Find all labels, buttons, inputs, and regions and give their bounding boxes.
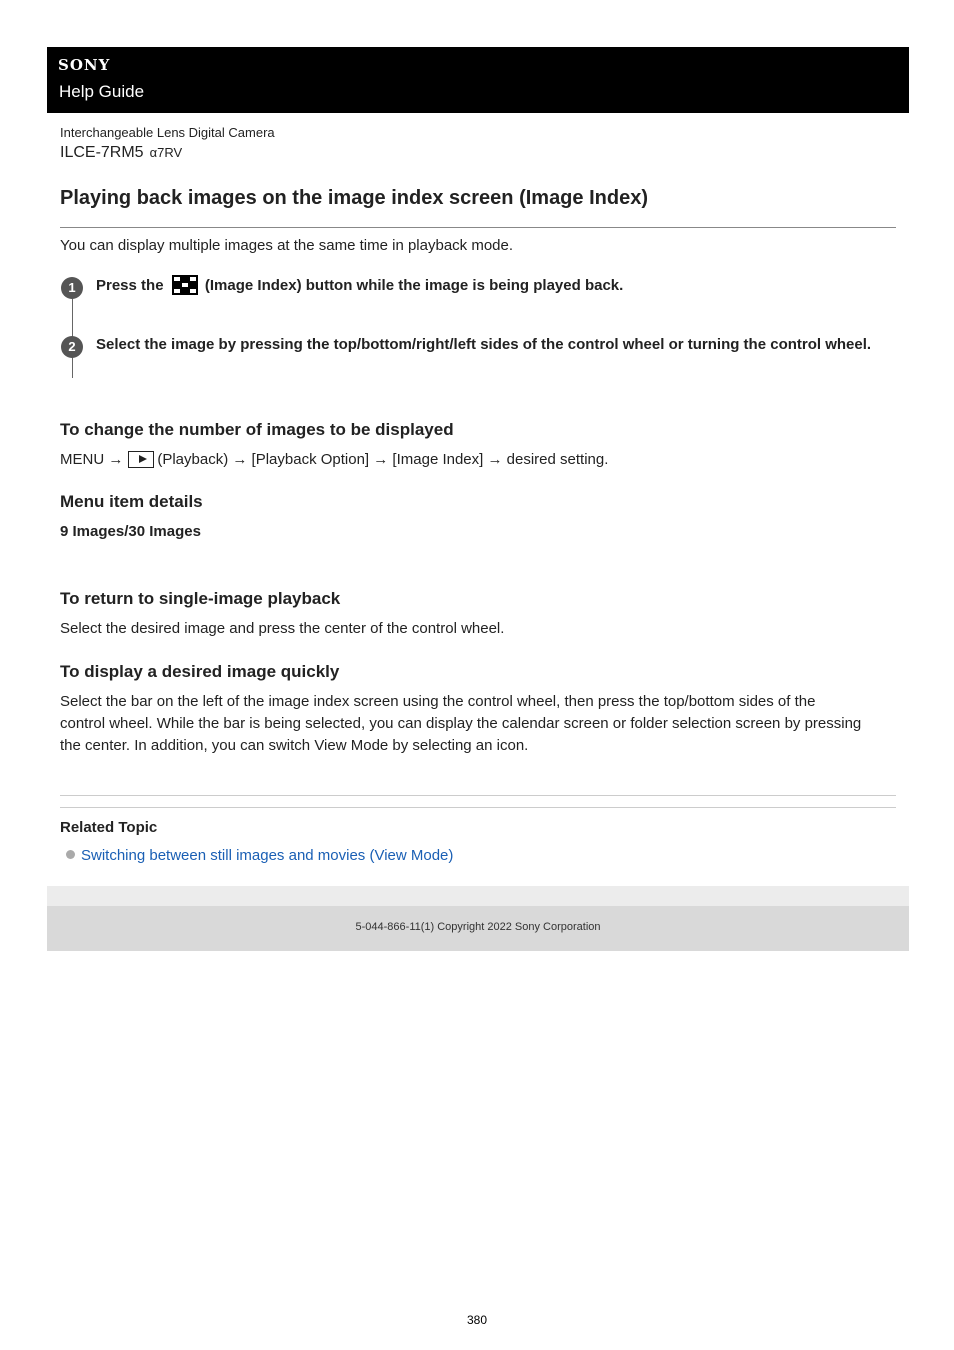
related-divider-bottom <box>60 807 896 808</box>
menu-prefix: MENU → <box>60 451 124 468</box>
display-quickly-heading: To display a desired image quickly <box>60 662 340 681</box>
display-quickly-line: Select the bar on the left of the image index screen using the control wheel, then press the top/bottom sides of the <box>60 693 816 710</box>
related-topic-link[interactable]: Switching between still images and movies (View Mode) <box>81 847 454 864</box>
site-header <box>47 47 909 113</box>
change-number-heading: To change the number of images to be displayed <box>60 420 454 439</box>
model-number: ILCE-7RM5 <box>60 144 144 161</box>
step-2-badge: 2 <box>61 336 83 358</box>
copyright-text: 5-044-866-11(1) Copyright 2022 Sony Corporation <box>355 921 601 933</box>
steps-connector-line <box>72 288 73 378</box>
menu-suffix: (Playback) → [Playback Option] → [Image Index] → desired setting. <box>157 451 609 468</box>
image-index-icon <box>172 275 198 295</box>
step-1-badge: 1 <box>61 277 83 299</box>
return-single-text: Select the desired image and press the center of the control wheel. <box>60 620 505 637</box>
playback-icon <box>128 451 154 468</box>
sony-logo: SONY <box>58 56 111 74</box>
menu-item-option: 9 Images/30 Images <box>60 523 201 540</box>
step-2-text: Select the image by pressing the top/bottom/right/left sides of the control wheel or turning the control wheel. <box>96 336 872 353</box>
menu-details-heading: Menu item details <box>60 492 203 511</box>
footer <box>47 906 909 951</box>
footer-band <box>47 886 909 906</box>
step-1-text-after: (Image Index) button while the image is being played back. <box>204 277 624 294</box>
step-1-text-before: Press the <box>96 277 164 294</box>
page-title: Playing back images on the image index screen (Image Index) <box>60 187 648 209</box>
intro-text: You can display multiple images at the same time in playback mode. <box>60 237 514 254</box>
change-number-menu-path <box>60 449 900 471</box>
product-type: Interchangeable Lens Digital Camera <box>60 125 275 140</box>
help-guide-label: Help Guide <box>59 82 145 101</box>
related-topic-item <box>66 847 453 864</box>
display-quickly-line: control wheel. While the bar is being selected, you can display the calendar screen or folder selection screen by pressing <box>60 715 862 732</box>
bullet-icon <box>66 850 75 859</box>
return-single-heading: To return to single-image playback <box>60 589 341 608</box>
model-alias: α7RV <box>149 145 183 160</box>
display-quickly-line: the center. In addition, you can switch View Mode by selecting an icon. <box>60 737 529 754</box>
display-quickly-text <box>60 691 900 757</box>
step-1-text <box>96 275 876 297</box>
related-divider-top <box>60 795 896 796</box>
page-number: 380 <box>466 1313 488 1327</box>
related-topic-heading: Related Topic <box>60 819 158 836</box>
title-divider <box>60 227 896 228</box>
model-name <box>60 144 182 162</box>
